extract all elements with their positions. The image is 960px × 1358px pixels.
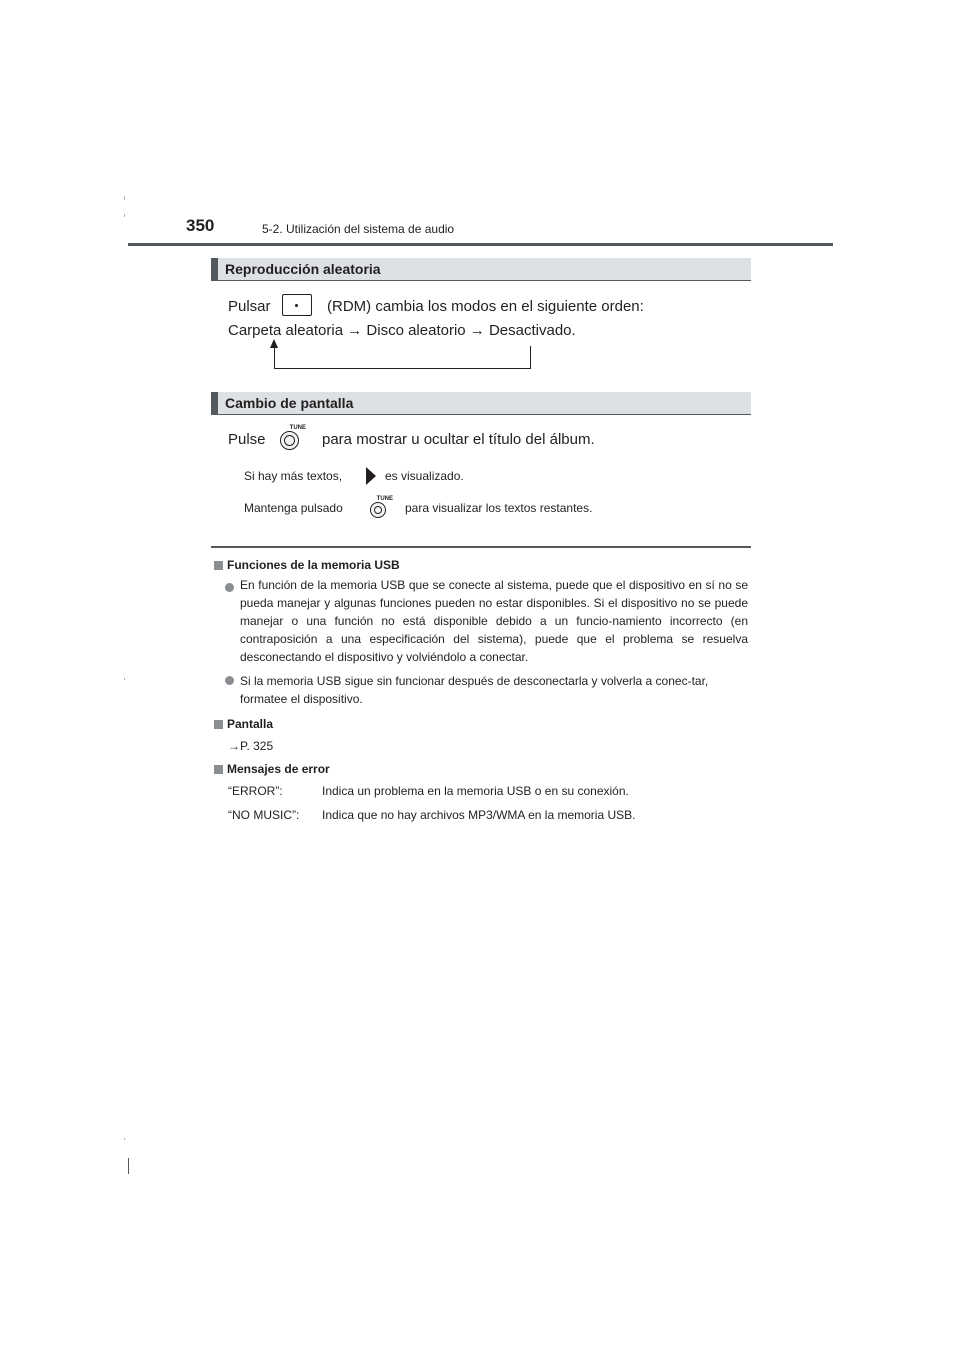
square-bullet-icon	[214, 720, 223, 729]
crop-mark	[128, 1158, 129, 1174]
display-line1-end: para mostrar u ocultar el título del álbum.	[322, 431, 595, 448]
rdm-button-icon	[282, 294, 312, 316]
tune-knob-icon: TUNE	[370, 502, 386, 518]
crop-mark	[124, 678, 125, 680]
section-bar	[211, 392, 218, 415]
note-heading-usb: Funciones de la memoria USB	[214, 558, 400, 572]
usb-note-2: Si la memoria USB sigue sin funcionar después de desconectarla y volverla a conec-tar, formatee el dispositivo.	[240, 674, 709, 706]
error-label: “ERROR”:	[228, 784, 283, 798]
bullet-icon	[225, 583, 234, 592]
random-line1-start: Pulsar	[228, 298, 271, 315]
note-heading-display: Pantalla	[214, 717, 273, 731]
section-title: 5-2. Utilización del sistema de audio	[262, 222, 455, 236]
error-text: Indica que no hay archivos MP3/WMA en la memoria USB.	[322, 808, 636, 822]
display-page-ref: →P. 325	[228, 739, 274, 753]
crop-mark	[124, 214, 125, 217]
display-sub2-start: Mantenga pulsado	[244, 501, 343, 515]
section-bar	[211, 258, 218, 281]
section-heading-text: Cambio de pantalla	[225, 395, 354, 411]
section-heading-random	[211, 258, 751, 281]
bullet-icon	[225, 676, 234, 685]
note-heading-errors: Mensajes de error	[214, 762, 330, 776]
section-heading-text: Reproducción aleatoria	[225, 261, 381, 277]
notes-divider	[211, 546, 751, 548]
error-text: Indica un problema en la memoria USB o en su conexión.	[322, 784, 629, 798]
display-sub1-start: Si hay más textos,	[244, 469, 343, 483]
display-sub2-end: para visualizar los textos restantes.	[405, 501, 593, 515]
display-sub1-end: es visualizado.	[385, 469, 464, 483]
crop-mark	[124, 1138, 125, 1140]
header-rule	[128, 243, 833, 246]
random-line2: Carpeta aleatoria → Disco aleatorio → Desactivado.	[228, 322, 576, 339]
error-label: “NO MUSIC”:	[228, 808, 300, 822]
square-bullet-icon	[214, 561, 223, 570]
tune-knob-icon: TUNE	[280, 431, 299, 450]
display-line1-start: Pulse	[228, 431, 266, 448]
section-heading-display	[211, 392, 751, 415]
crop-mark	[124, 196, 125, 200]
usb-note-1: En función de la memoria USB que se conecte al sistema, puede que el dispositivo en sí no se pueda manejar y algunas funciones pueden no estar disponibles. Si el dispositivo no se puede manejar o una función no está disponible debido a un funcio-namiento incorrecto (en contraposición a una especificación del sistema), puede que el problema se resuelva desconectando el dispositivo y volviéndolo a conectar.	[240, 578, 748, 664]
more-text-arrow-icon	[366, 467, 376, 485]
page-number: 350	[186, 216, 215, 235]
square-bullet-icon	[214, 765, 223, 774]
random-line1-end: (RDM) cambia los modos en el siguiente orden:	[327, 298, 644, 315]
